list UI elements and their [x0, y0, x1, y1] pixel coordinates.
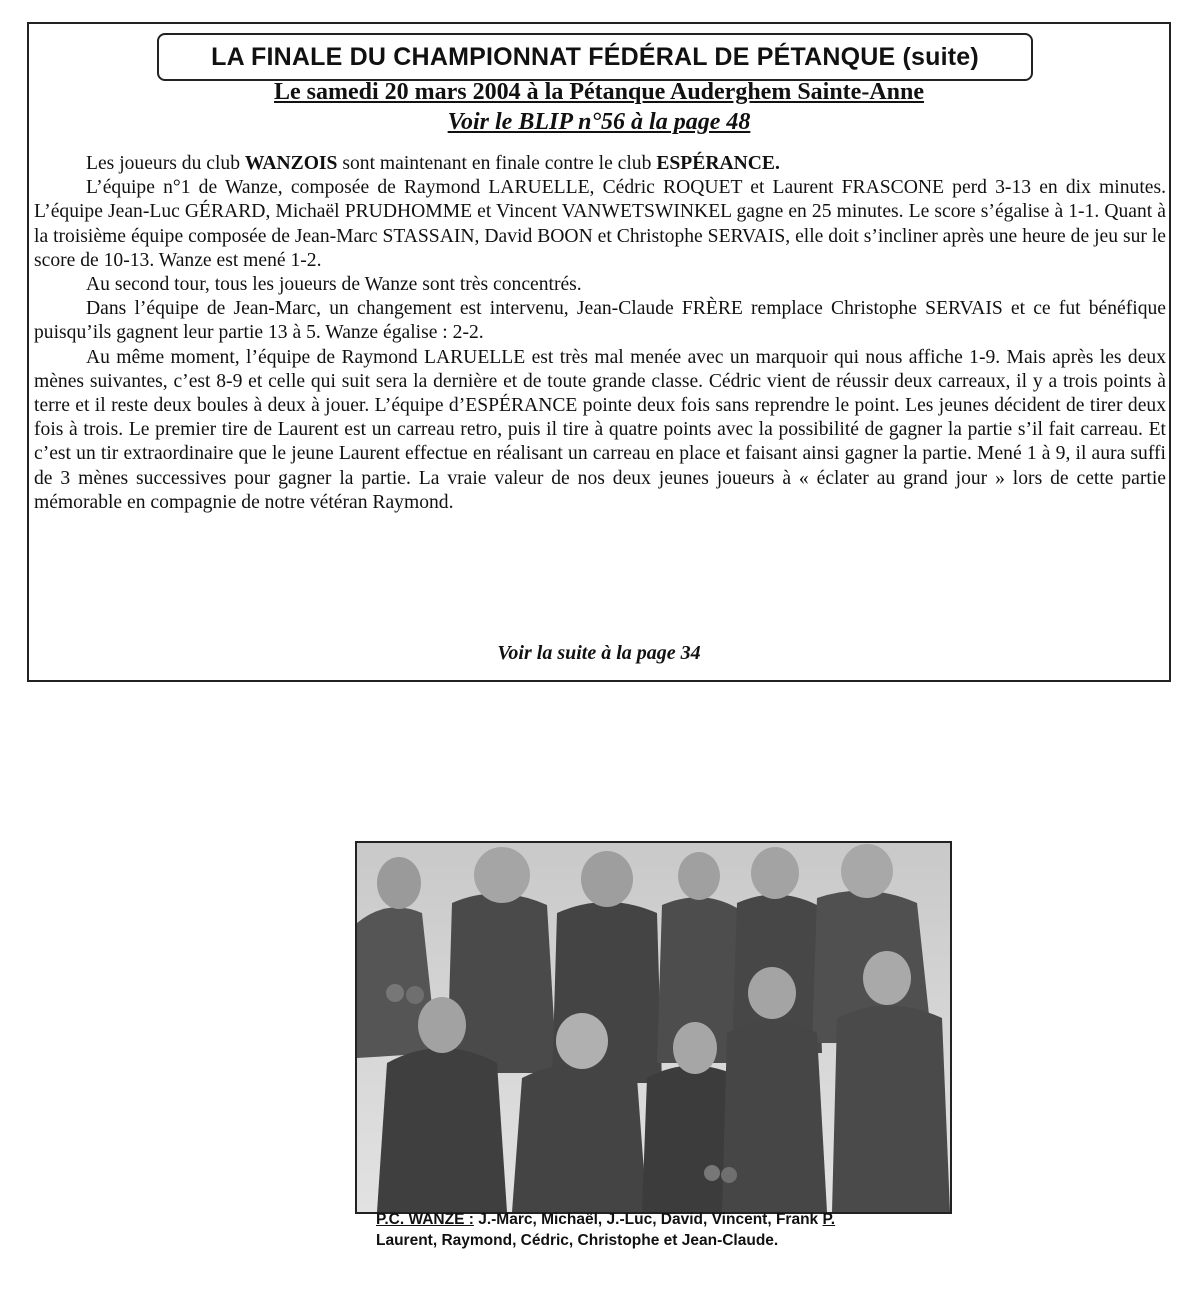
reference-bottom: Voir la suite à la page 34: [497, 642, 701, 664]
headline: LA FINALE DU CHAMPIONNAT FÉDÉRAL DE PÉTANQUE (suite): [211, 42, 979, 71]
club-wanzois: WANZOIS: [244, 153, 338, 174]
club-esperance: ESPÉRANCE.: [656, 153, 780, 174]
team-photo-image: [357, 843, 950, 1212]
p1-text-a: Les joueurs du club: [86, 153, 245, 174]
article-box: [27, 22, 1171, 682]
headline-frame: [157, 33, 1033, 81]
team-photo: [355, 841, 952, 1214]
caption-names-1: J.-Marc, Michaël, J.-Luc, David, Vincent, Frank: [473, 1211, 823, 1228]
caption-line-2: Laurent, Raymond, Cédric, Christophe et Jean-Claude.: [376, 1232, 779, 1249]
caption-label: P.C. WANZE :: [376, 1211, 474, 1228]
caption-line-1: [376, 1209, 956, 1230]
paragraph-5: Au même moment, l’équipe de Raymond LARUELLE est très mal menée avec un marquoir qui nous affiche 1-9. Mais après les deux mènes suivantes, c’est 8-9 et celle qui suit sera la dernière et de toute grande classe. Cédric vient de réussir deux carreaux, il y a trois points à terre et il reste deux boules à deux à jouer. L’équipe d’ESPÉRANCE pointe deux fois sans reprendre le point. Les jeunes décident de tirer deux fois à trois. Le premier tire de Laurent est un carreau retro, puis il tire à quatre points avec la possibilité de gagner la partie s’il fait carreau. Et c’est un tir extraordinaire que le jeune Laurent effectue en réalisant un carreau en place et faisant ainsi gagner la partie. Mené 1 à 9, il aura suffi de 3 mènes successives pour gagner la partie. La vraie valeur de nos deux jeunes joueurs à « éclater au grand jour » lors de cette partie mémorable en compagnie de notre vétéran Raymond.: [34, 346, 1166, 513]
reference-top: Voir le BLIP n°56 à la page 48: [447, 109, 751, 135]
subtitle: Le samedi 20 mars 2004 à la Pétanque Auderghem Sainte-Anne: [274, 79, 924, 105]
paragraph-2: L’équipe n°1 de Wanze, composée de Raymond LARUELLE, Cédric ROQUET et Laurent FRASCONE perd 3-13 en dix minutes. L’équipe Jean-Luc GÉRARD, Michaël PRUDHOMME et Vincent VANWETSWINKEL gagne en 25 minutes. Le score s’égalise à 1-1. Quant à la troisième équipe composée de Jean-Marc STASSAIN, David BOON et Christophe SERVAIS, elle doit s’incliner après une heure de jeu sur le score de 10-13. Wanze est mené 1-2.: [34, 177, 1166, 271]
photo-caption: [376, 1209, 956, 1251]
paragraph-4: Dans l’équipe de Jean-Marc, un changement est intervenu, Jean-Claude FRÈRE remplace Christophe SERVAIS et ce fut bénéfique puisqu’ils gagnent leur partie 13 à 5. Wanze égalise : 2-2.: [34, 298, 1166, 344]
paragraph-1: [34, 152, 1166, 176]
paragraph-3: Au second tour, tous les joueurs de Wanze sont très concentrés.: [86, 274, 582, 296]
p1-text-b: sont maintenant en finale contre le club: [337, 153, 657, 174]
article-body: [34, 152, 1166, 515]
caption-names-1-end: P.: [822, 1211, 836, 1228]
